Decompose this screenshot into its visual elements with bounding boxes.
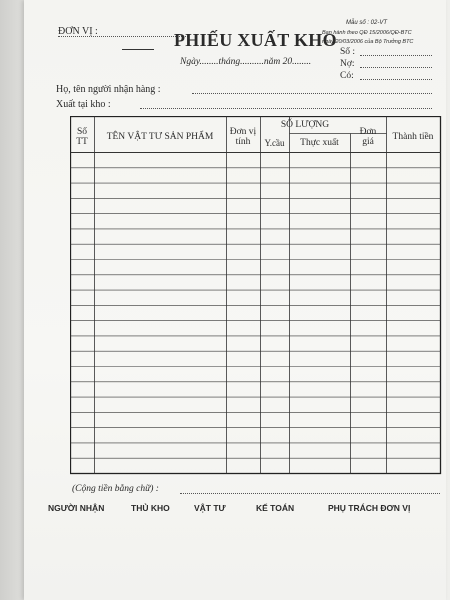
table-row[interactable] xyxy=(71,428,440,442)
col-header-price-line2: giá xyxy=(362,137,374,147)
col-header-unit xyxy=(226,127,260,147)
col-header-stt-line1: Số xyxy=(76,127,88,137)
goods-table xyxy=(70,116,442,475)
page-title: PHIẾU XUẤT KHO xyxy=(174,30,337,50)
table-row[interactable] xyxy=(71,459,440,473)
table-row[interactable] xyxy=(71,199,440,213)
issued-by-line-2: ngày 20/03/2006 của Bộ Trưởng BTC xyxy=(322,39,414,45)
col-header-unit-line1: Đơn vị xyxy=(229,127,257,137)
col-header-price xyxy=(350,127,386,147)
signature-unit-head: PHỤ TRÁCH ĐƠN VỊ xyxy=(328,503,411,513)
receiver-label: Họ, tên người nhận hàng : xyxy=(56,84,161,95)
form-number: Mẫu số : 02-VT xyxy=(346,20,388,26)
col-header-stt-line2: TT xyxy=(76,137,88,147)
warehouse-label: Xuất tại kho : xyxy=(56,99,111,110)
table-row[interactable] xyxy=(71,153,440,167)
issued-by-line-1: Ban hành theo QĐ 15/2006/QĐ-BTC xyxy=(322,30,412,36)
warehouse-fill-line[interactable] xyxy=(140,108,432,109)
amount-in-words-fill-line[interactable] xyxy=(180,493,440,494)
amount-in-words-label: (Cộng tiền bằng chữ) : xyxy=(72,484,159,494)
form-page xyxy=(24,0,446,600)
signature-receiver: NGƯỜI NHẬN xyxy=(48,503,105,513)
table-row[interactable] xyxy=(71,352,440,366)
co-fill-line[interactable] xyxy=(360,79,432,80)
table-row[interactable] xyxy=(71,336,440,350)
col-header-price-line1: Đơn xyxy=(359,127,377,137)
table-row[interactable] xyxy=(71,443,440,457)
table-row[interactable] xyxy=(71,245,440,259)
table-row[interactable] xyxy=(71,413,440,427)
col-header-qty-req: Y.cầu xyxy=(264,138,285,148)
table-row[interactable] xyxy=(71,184,440,198)
table-row[interactable] xyxy=(71,214,440,228)
signature-materials: VẬT TƯ xyxy=(194,503,226,513)
col-header-qty-actual: Thực xuất xyxy=(300,138,339,148)
so-fill-line[interactable] xyxy=(360,55,432,56)
co-label: Có: xyxy=(340,71,354,81)
signature-accountant: KẾ TOÁN xyxy=(256,503,295,513)
table-row[interactable] xyxy=(71,275,440,289)
signature-storekeeper: THỦ KHO xyxy=(131,503,170,513)
col-header-name: TÊN VẬT TƯ SẢN PHẨM xyxy=(106,132,214,142)
col-header-unit-line2: tính xyxy=(235,137,251,147)
table-row[interactable] xyxy=(71,260,440,274)
table-row[interactable] xyxy=(71,168,440,182)
receiver-fill-line[interactable] xyxy=(192,93,432,94)
table-row[interactable] xyxy=(71,229,440,243)
col-header-stt xyxy=(70,127,94,147)
no-label: Nợ: xyxy=(340,59,355,69)
table-row[interactable] xyxy=(71,291,440,305)
table-row[interactable] xyxy=(71,382,440,396)
date-line: Ngày........tháng..........năm 20........ xyxy=(180,57,312,67)
col-header-qty-group: SỐ LƯỢNG xyxy=(280,120,330,130)
col-header-amount: Thành tiền xyxy=(392,132,434,142)
so-label: Số : xyxy=(340,47,356,57)
unit-label: ĐƠN VỊ : xyxy=(58,26,98,37)
table-row[interactable] xyxy=(71,306,440,320)
unit-underline xyxy=(122,49,154,50)
table-row[interactable] xyxy=(71,398,440,412)
unit-fill-line[interactable] xyxy=(58,36,188,37)
no-fill-line[interactable] xyxy=(360,67,432,68)
table-row[interactable] xyxy=(71,367,440,381)
table-row[interactable] xyxy=(71,321,440,335)
